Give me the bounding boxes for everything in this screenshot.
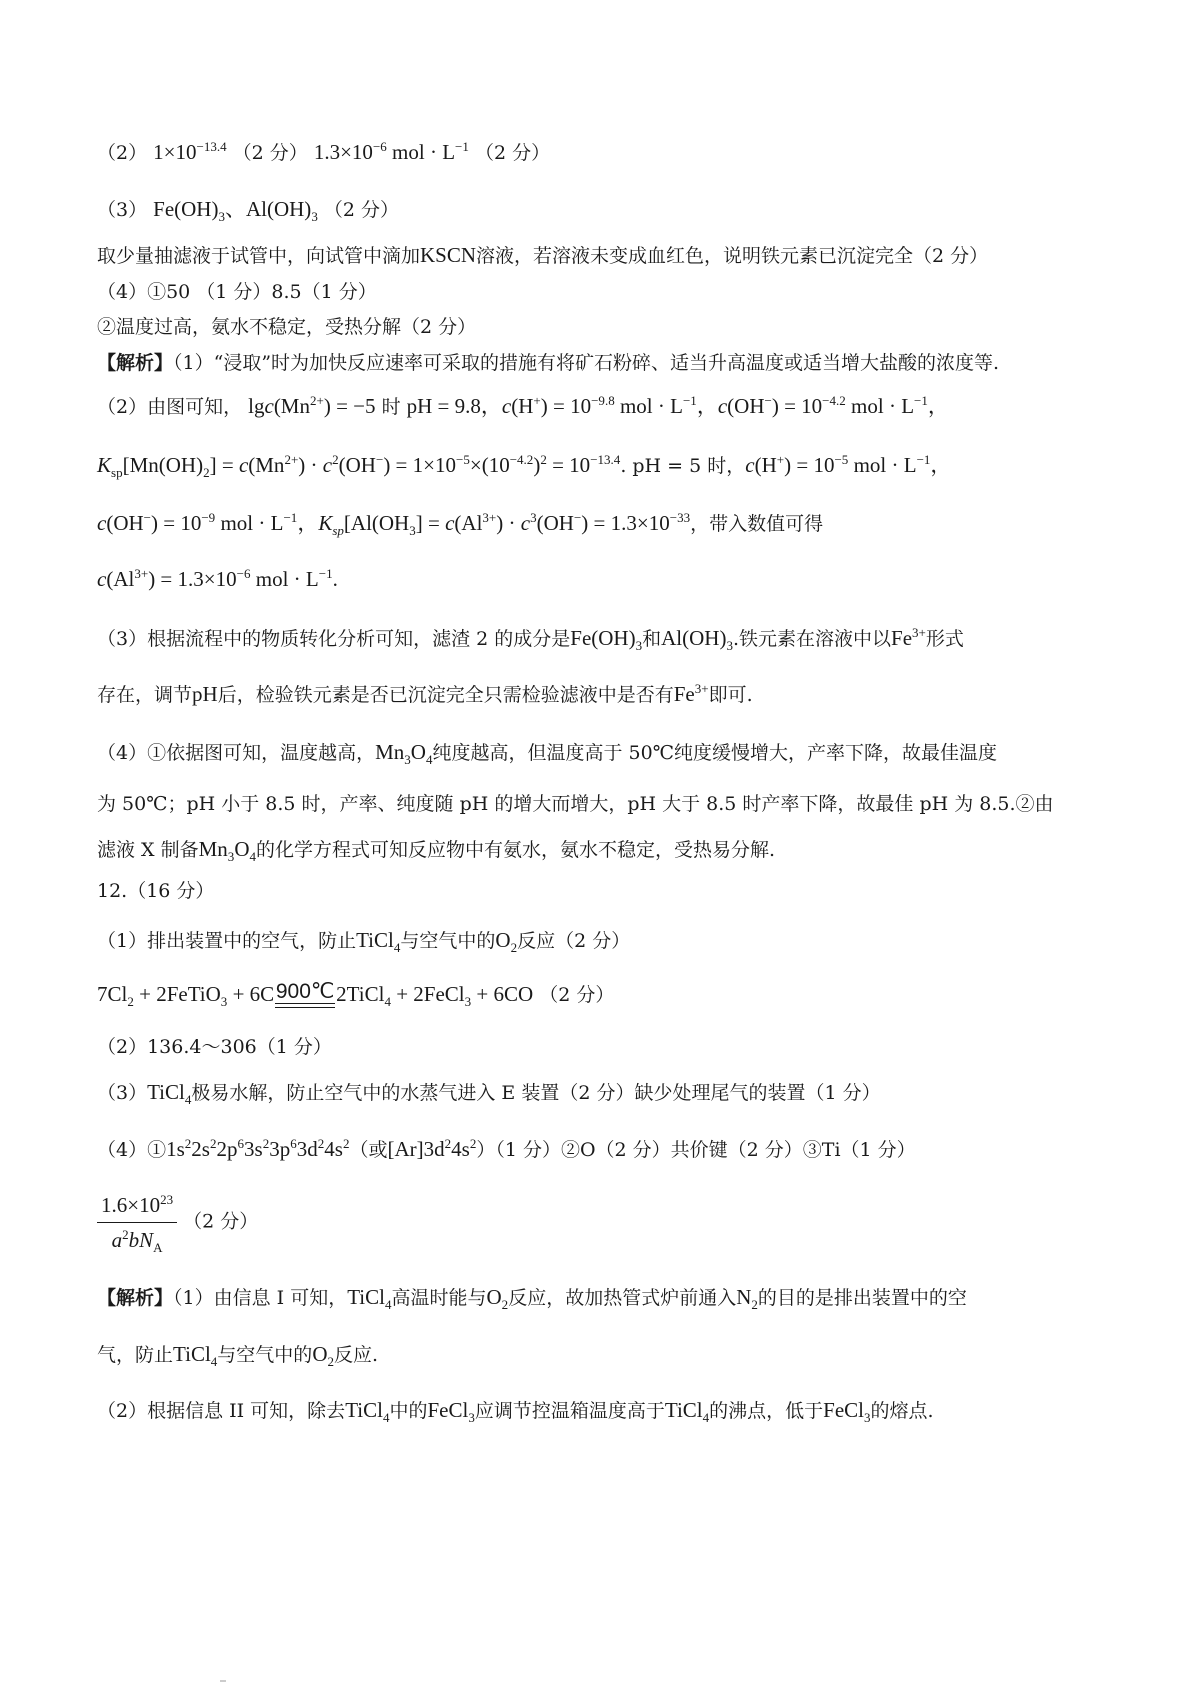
analysis-line-10 bbox=[97, 835, 1110, 864]
formula: $Mn_3O_4$ bbox=[198, 837, 256, 865]
text: 时 bbox=[381, 396, 401, 418]
score: （2 分） bbox=[323, 199, 400, 221]
text: 滤液 X 制备 bbox=[97, 839, 199, 861]
formula: pH bbox=[192, 682, 218, 706]
analysis-line-6 bbox=[97, 624, 1110, 653]
formula: TiCl$_4$ bbox=[173, 1342, 218, 1370]
text: （2）根据信息 II 可知，除去 bbox=[97, 1400, 346, 1422]
formula: $1s^22s^22p^63s^23p^63d^24s^2$ bbox=[166, 1136, 350, 1161]
formula: TiCl$_4$ bbox=[664, 1398, 710, 1426]
formula: $Fe^{3+}$ bbox=[673, 681, 709, 706]
text: 反应，故加热管式炉前通入 bbox=[508, 1287, 737, 1309]
text: （4）① bbox=[97, 1139, 167, 1161]
text: 应调节控温箱温度高于 bbox=[474, 1400, 665, 1422]
question-12-heading: 12.（16 分） bbox=[97, 880, 215, 902]
answer-line-4b: ②温度过高，氨水不稳定，受热分解（2 分） bbox=[97, 316, 477, 338]
q12-analysis-3 bbox=[97, 1396, 1110, 1425]
formula: $Al(OH)_3$ bbox=[661, 626, 733, 654]
formula: $Fe(OH)_3$ bbox=[570, 626, 643, 654]
analysis-line-1 bbox=[97, 349, 1110, 377]
double-line bbox=[275, 1003, 335, 1008]
q12-analysis-1 bbox=[97, 1283, 1110, 1312]
text: （2）由图可知， bbox=[97, 396, 243, 418]
q12-density bbox=[97, 1190, 1110, 1255]
q12-analysis-2 bbox=[97, 1340, 1110, 1369]
analysis-line-2 bbox=[97, 392, 1110, 421]
answer-line-4: （4）①50 （1 分）8.5（1 分） bbox=[97, 281, 377, 303]
formula: $7Cl_2$ + 2FeTiO$_3$ + 6C bbox=[97, 982, 275, 1010]
answer-line-2 bbox=[97, 138, 1110, 167]
density-fraction bbox=[97, 1190, 177, 1255]
formula: TiCl$_4$ bbox=[147, 1080, 192, 1108]
label: （3） bbox=[97, 199, 148, 221]
analysis-line-9: 为 50℃；pH 小于 8.5 时，产率、纯度随 pH 的增大而增大，pH 大于 8.5 时产率下降，故最佳 pH 为 8.5.②由 bbox=[97, 793, 1054, 815]
text: 存在，调节 bbox=[97, 684, 193, 706]
analysis-line-5 bbox=[97, 565, 1110, 594]
text: 极易水解，防止空气中的水蒸气进入 E 装置（2 分）缺少处理尾气的装置（1 分） bbox=[191, 1082, 881, 1104]
text: 高温时能与 bbox=[391, 1287, 487, 1309]
q12-line-3 bbox=[97, 1078, 1110, 1107]
text: 的沸点，低于 bbox=[709, 1400, 824, 1422]
analysis-line-3 bbox=[97, 451, 1110, 480]
formula: 2TiCl$_4$ + 2FeCl$_3$ + 6CO bbox=[336, 982, 534, 1010]
analysis-line-4 bbox=[97, 509, 1110, 538]
formula: $1.3\times 10^{-6}$ mol · $L^{-1}$ bbox=[313, 139, 469, 164]
q12-line-1 bbox=[97, 926, 1110, 955]
formula: $[Ar]3d^24s^2$ bbox=[387, 1136, 477, 1161]
text: 与空气中的 bbox=[400, 930, 496, 952]
formula: $c(H^+) = 10^{-5}$ mol · $L^{-1}$， bbox=[745, 452, 952, 477]
text: （3） bbox=[97, 1082, 148, 1104]
text: （4）①依据图可知，温度越高， bbox=[97, 742, 376, 764]
text: （或 bbox=[349, 1139, 388, 1161]
text: 后，检验铁元素是否已沉淀完全只需检验滤液中是否有 bbox=[217, 684, 674, 706]
text: ，带入数值可得 bbox=[690, 513, 824, 535]
analysis-tag: 【解析】 bbox=[97, 1287, 174, 1309]
answer-line-3 bbox=[97, 195, 1110, 224]
analysis-line-8 bbox=[97, 738, 1110, 767]
formula: $Fe(OH)_3$、$Al(OH)_3$ bbox=[153, 197, 318, 225]
score: （2 分） bbox=[474, 142, 551, 164]
text: 反应（2 分） bbox=[517, 930, 631, 952]
label: （2） bbox=[97, 142, 148, 164]
text: ）（1 分）②O（2 分）共价键（2 分）③Ti（1 分） bbox=[476, 1139, 916, 1161]
text: 气，防止 bbox=[97, 1344, 174, 1366]
text: 的化学方程式可知反应物中有氨水，氨水不稳定，受热易分解. bbox=[256, 839, 776, 861]
page-mark bbox=[220, 1680, 226, 1682]
formula: $\lg c(Mn^{2+}) = -5$ bbox=[248, 393, 376, 418]
text: 纯度越高，但温度高于 50℃纯度缓慢增大，产率下降，故最佳温度 bbox=[432, 742, 997, 764]
text: 溶液，若溶液未变成血红色，说明铁元素已沉淀完全（2 分） bbox=[476, 245, 989, 267]
score: （2 分） bbox=[539, 984, 615, 1006]
text: （1）“浸取”时为加快反应速率可采取的措施有将矿石粉碎、适当升高温度或适当增大盐酸的浓度等. bbox=[173, 352, 1000, 374]
text: （1）由信息 I 可知， bbox=[173, 1287, 348, 1309]
text: （3）根据流程中的物质转化分析可知，滤渣 2 的成分是 bbox=[97, 628, 571, 650]
q12-line-2: （2）136.4～306（1 分） bbox=[97, 1036, 332, 1058]
score: （2 分） bbox=[183, 1210, 259, 1233]
formula: pH = 9.8，$c(H^+) = 10^{-9.8}$ mol · $L^{-1}$，$c(OH^-) = 10^{-4.2}$ mol · $L^{-1}$， bbox=[406, 393, 949, 418]
text: 反应. bbox=[334, 1344, 379, 1366]
denominator: $a^2bN_A$ bbox=[111, 1227, 163, 1256]
formula: $O_2$ bbox=[495, 928, 518, 956]
q12-equation bbox=[97, 980, 1110, 1009]
score: （2 分） bbox=[232, 142, 308, 164]
numerator: $1.6\times 10^{23}$ bbox=[97, 1190, 177, 1223]
condition-text: 900℃ bbox=[275, 980, 335, 1004]
formula: $O_2$ bbox=[312, 1342, 334, 1370]
formula: $c(Al^{3+}) = 1.3\times 10^{-6}$ mol · $L^{-1}$. bbox=[97, 566, 338, 591]
formula: TiCl$_4$ bbox=[356, 928, 401, 956]
text: . pH = 5 时， bbox=[620, 455, 746, 477]
text: 即可. bbox=[708, 684, 753, 706]
formula: $c(OH^-) = 10^{-9}$ mol · $L^{-1}$，$K_{sp}[Al(OH_3] = c(Al^{3+}) \cdot c^3(OH^-) = 1.3\times 10^{-33}$ bbox=[97, 510, 691, 539]
text: .铁元素在溶液中以 bbox=[732, 628, 892, 650]
text: 的目的是排出装置中的空 bbox=[757, 1287, 967, 1309]
analysis-line-7 bbox=[97, 680, 1110, 709]
text: 中的 bbox=[389, 1400, 428, 1422]
formula: $K_{sp}[Mn(OH)_2] = c(Mn^{2+}) \cdot c^2(OH^-) = 1\times 10^{-5}\times(10^{-4.2})^2 = 10^{-13.4}$ bbox=[97, 452, 621, 481]
formula: $N_2$ bbox=[736, 1285, 758, 1313]
text: 的熔点. bbox=[870, 1400, 934, 1422]
formula: FeCl$_3$ bbox=[427, 1398, 475, 1426]
formula: $O_2$ bbox=[486, 1285, 509, 1313]
formula: $Fe^{3+}$ bbox=[891, 625, 926, 650]
text: 形式 bbox=[925, 628, 964, 650]
answer-line-3b bbox=[97, 241, 1110, 270]
text: 与空气中的 bbox=[217, 1344, 313, 1366]
text: 取少量抽滤液于试管中，向试管中滴加 bbox=[97, 245, 421, 267]
reaction-condition bbox=[275, 981, 335, 1008]
text: （1）排出装置中的空气，防止 bbox=[97, 930, 357, 952]
formula: $Mn_3O_4$ bbox=[375, 740, 433, 768]
formula: FeCl$_3$ bbox=[823, 1398, 871, 1426]
q12-line-4 bbox=[97, 1135, 1110, 1164]
formula: TiCl$_4$ bbox=[345, 1398, 390, 1426]
analysis-tag: 【解析】 bbox=[97, 352, 174, 374]
text: 和 bbox=[642, 628, 662, 650]
formula: KSCN bbox=[420, 243, 477, 267]
formula: TiCl$_4$ bbox=[347, 1285, 392, 1313]
formula: $1\times 10^{-13.4}$ bbox=[153, 139, 227, 164]
